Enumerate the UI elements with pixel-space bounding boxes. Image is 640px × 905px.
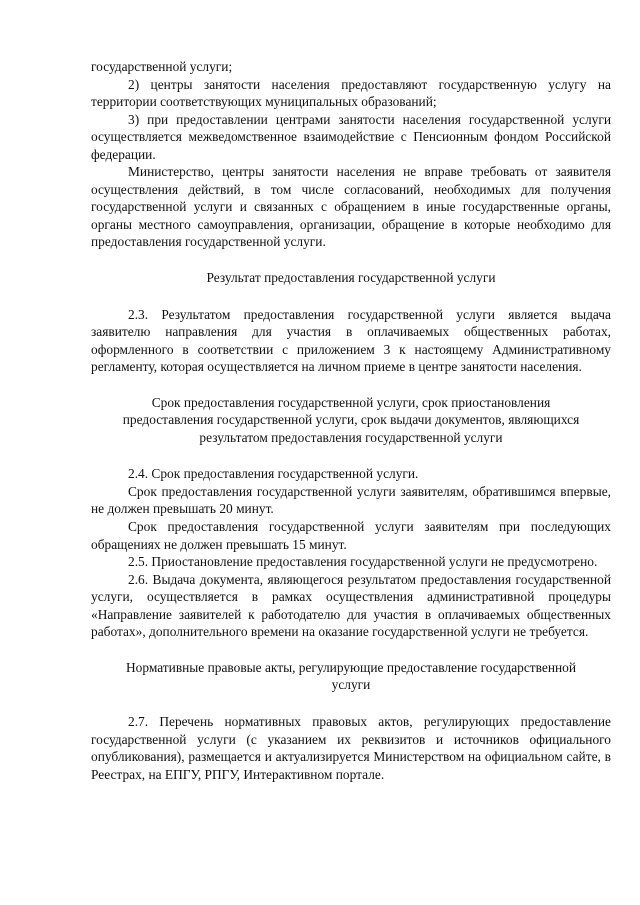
paragraph-2-3: 2.3. Результатом предоставления государственной услуги является выдача заявителю направления для участия в оплачиваемых общественных работах, оформленного в соответствии с приложением 3 к настоящему Административному регламенту, которая осуществляется на личном приеме в центре занятости населения. — [91, 306, 611, 375]
document-page — [91, 58, 611, 783]
heading-line: Срок предоставления государственной услуги, срок приостановления — [151, 394, 551, 410]
paragraph-2: 2) центры занятости населения предоставляют государственную услугу на территории соответствующих муниципальных образований; — [91, 76, 611, 110]
paragraph-3: 3) при предоставлении центрами занятости населения государственной услуги осуществляется межведомственное взаимодействие с Пенсионным фондом Российской федерации. — [91, 111, 611, 162]
section-heading-result: Результат предоставления государственной услуги — [206, 270, 496, 286]
section-heading-legal-acts — [91, 659, 611, 694]
heading-line: предоставления государственной услуги, срок выдачи документов, являющихся — [122, 412, 580, 428]
paragraph-term-first: Срок предоставления государственной услуги заявителям, обратившимся впервые, не должен превышать 20 минут. — [91, 483, 611, 517]
paragraph-2-6: 2.6. Выдача документа, являющегося результатом предоставления государственной услуги, осуществляется в рамках осуществления административной процедуры «Направление заявителей к работодателю для участия в оплачиваемых общественных работах», дополнительного времени на оказание государственной услуги не требуется. — [91, 571, 611, 640]
heading-line: Нормативные правовые акты, регулирующие предоставление государственной — [125, 659, 577, 675]
heading-line: услуги — [331, 677, 371, 693]
paragraph-1: государственной услуги; — [91, 59, 233, 74]
paragraph-term-repeat: Срок предоставления государственной услуги заявителям при последующих обращениях не должен превышать 15 минут. — [91, 519, 611, 552]
paragraph-2-7: 2.7. Перечень нормативных правовых актов, регулирующих предоставление государственной услуги (с указанием их реквизитов и источников официального опубликования), размещается и актуализируется Министерством на официальном сайте, в Реестрах, на ЕПГУ, РПГУ, Интерактивном портале. — [91, 713, 611, 782]
paragraph-2-5: 2.5. Приостановление предоставления государственной услуги не предусмотрено. — [128, 554, 598, 570]
paragraph-4: Министерство, центры занятости населения не вправе требовать от заявителя осуществления действий, в том числе согласований, необходимых для получения государственной услуги и связанных с обращением в иные государственные органы, органы местного самоуправления, организации, обращение в которые необходимо для предоставления государственной услуги. — [91, 164, 611, 250]
paragraph-2-4: 2.4. Срок предоставления государственной услуги. — [128, 466, 419, 482]
section-heading-terms — [91, 394, 611, 447]
heading-line: результатом предоставления государственной услуги — [199, 429, 503, 445]
